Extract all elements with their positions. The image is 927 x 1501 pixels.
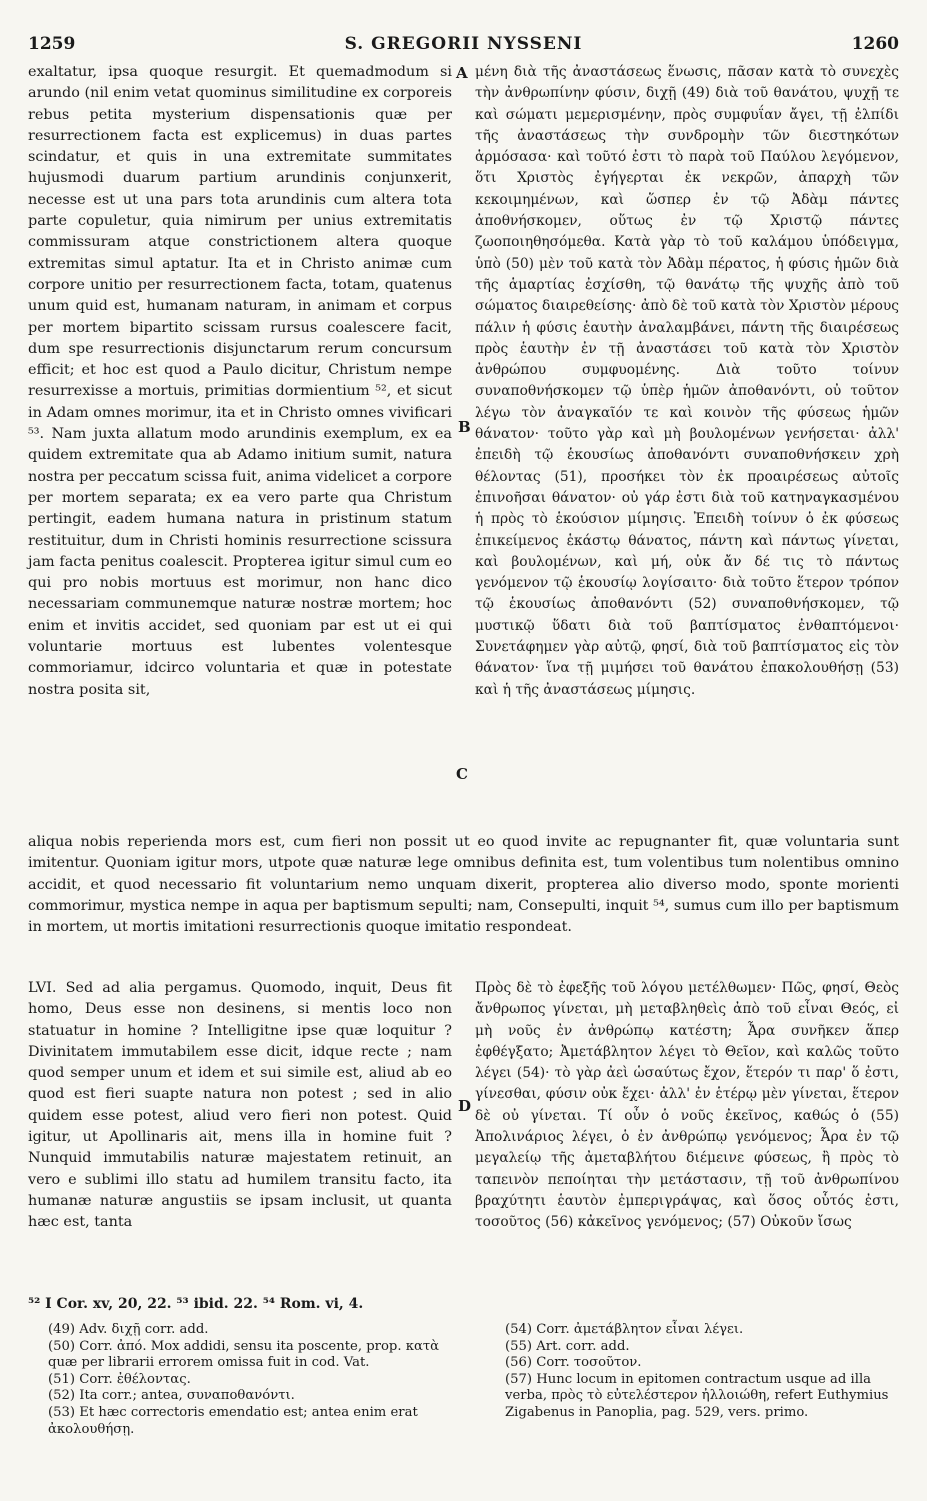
scripture-references: ⁵² I Cor. xv, 20, 22. ⁵³ ibid. 22. ⁵⁴ Rom. vi, 4. bbox=[28, 1296, 364, 1312]
footnotes-right bbox=[505, 1322, 899, 1422]
footnote: (55) Art. corr. add. bbox=[505, 1338, 630, 1354]
section-marker-a: A bbox=[456, 64, 468, 82]
section-marker-b: B bbox=[458, 418, 471, 436]
running-title: S. GREGORII NYSSENI bbox=[344, 34, 583, 54]
footnote: (49) Adv. διχῇ corr. add. bbox=[48, 1322, 209, 1337]
greek-column-top bbox=[475, 62, 899, 701]
footnote: (53) Et hæc correctoris emendatio est; antea enim erat ἀκολουθήσῃ. bbox=[48, 1404, 418, 1437]
page-number-right: 1260 bbox=[851, 34, 899, 54]
latin-full-width bbox=[28, 832, 899, 938]
footnote: (51) Corr. ἐθέλοντας. bbox=[48, 1371, 191, 1387]
greek-text-bottom: Πρὸς δὲ τὸ ἐφεξῆς τοῦ λόγου μετέλθωμεν· Πῶς, φησί, Θεὸς ἄνθρωπος γίνεται, μὴ μεταβληθεὶς ἀπὸ τοῦ εἶναι Θεός, εἰ μὴ νοῦς ἐν ἀνθρώπῳ κατέστη; Ἆρα συνῆκεν ἅπερ ἐφθέγξατο; Ἀμετάβλητον λέγει τὸ Θεῖον, καὶ καλῶς τοῦτο λέγει (54)· τὸ γὰρ ἀεὶ ὡσαύτως ἔχον, ἕτερόν τι παρ' ὅ ἐστι, γίνεσθαι, φύσιν οὐκ ἔχει· ἀλλ' ἐν ἑτέρῳ μὲν γίνεται, ἕτερον δὲ οὐ γίνεται. Τί οὖν ὁ νοῦς ἐκεῖνος, καθώς ὁ (55) Ἀπολινάριος λέγει, ὁ ἐν ἀνθρώπῳ γενόμενος; Ἆρα ἐν τῷ μεγαλείῳ τῆς ἀμεταβλήτου διέμεινε φύσεως, ἢ πρὸς τὸ ταπεινὸν πεποίηται τὴν μετάστασιν, τῇ τοῦ ἀνθρωπίνου βραχύτητι ἑαυτὸν ἐμπεριγράψας, καὶ ὅσος οὗτός ἐστι, τοσοῦτος (56) κἀκεῖνος γενόμενος; (57) Οὐκοῦν ἴσως bbox=[475, 980, 899, 1231]
footnotes-left bbox=[48, 1322, 456, 1438]
latin-column-bottom bbox=[28, 978, 452, 1234]
page-number-left: 1259 bbox=[28, 34, 76, 54]
latin-text-full: aliqua nobis reperienda mors est, cum fieri non possit ut eo quod invite ac repugnanter fit, quæ voluntaria sunt imitentur. Quoniam igitur mors, utpote quæ naturæ lege omnibus definita est, tum volentibus tum nolentibus omnino accidit, et quod necessario fit voluntarium nemo unquam dixerit, propterea alio diverso modo, sponte morienti commorimur, mystica nempe in aqua per baptismum sepulti; nam, Consepulti, inquit ⁵⁴, sumus cum illo per baptismum in mortem, ut mortis imitationi resurrectionis quoque imitatio respondeat. bbox=[28, 834, 899, 936]
page-header bbox=[28, 34, 899, 60]
footnote: (56) Corr. τοσοῦτον. bbox=[505, 1355, 642, 1371]
footnote: (57) Hunc locum in epitomen contractum usque ad illa verba, πρὸς τὸ εὐτελέστερον ἠλλοιώθη, refert Euthymius Zigabenus in Panoplia, pag. 529, vers. primo. bbox=[505, 1371, 889, 1420]
latin-column-top bbox=[28, 62, 452, 701]
greek-text-top: μένη διὰ τῆς ἀναστάσεως ἕνωσις, πᾶσαν κατὰ τὸ συνεχὲς τὴν ἀνθρωπίνην φύσιν, διχῇ (49) διὰ τοῦ θανάτου, ψυχῇ τε καὶ σώματι μεμερισμένην, πρὸς συμφυΐαν ἄγει, τῇ ἐλπίδι τῆς ἀναστάσεως τὴν συνδρομὴν τῶν διεστηκότων ἁρμόσασα· καὶ τοῦτό ἐστι τὸ παρὰ τοῦ Παύλου λεγόμενον, ὅτι Χριστὸς ἐγήγερται ἐκ νεκρῶν, ἀπαρχὴ τῶν κεκοιμημένων, καὶ ὥσπερ ἐν τῷ Ἀδὰμ πάντες ἀποθνήσκομεν, οὕτως ἐν τῷ Χριστῷ πάντες ζωοποιηθησόμεθα. Κατὰ γὰρ τὸ τοῦ καλάμου ὑπόδειγμα, ὑπὸ (50) μὲν τοῦ κατὰ τὸν Ἀδὰμ πέρατος, ἡ φύσις ἡμῶν διὰ τῆς ἁμαρτίας ἐσχίσθη, τῷ θανάτῳ τῆς ψυχῆς ἀπὸ τοῦ σώματος διαιρεθείσης· ἀπὸ δὲ τοῦ κατὰ τὸν Χριστὸν μέρους πάλιν ἡ φύσις ἑαυτὴν ἀναλαμβάνει, πάντη τῆς διαιρέσεως πρὸς ἑαυτὴν ἐν τῇ ἀναστάσει τοῦ κατὰ τὸν Χριστὸν ἀνθρώπου συμφυομένης. Διὰ τοῦτο τοίνυν συναποθνήσκομεν τῷ ὑπὲρ ἡμῶν ἀποθανόντι, οὐ τοῦτον λέγω τὸν ἀναγκαῖόν τε καὶ κοινὸν τῆς φύσεως ἡμῶν θάνατον· τοῦτο γὰρ καὶ μὴ βουλομένων γενήσεται· ἀλλ' ἐπειδὴ τῷ ἑκουσίως ἀποθανόντι συναποθνήσκειν χρὴ θέλοντας (51), προσήκει τὸν ἐκ προαιρέσεως αὐτοῖς ἐπινοῆσαι θάνατον· οὐ γάρ ἐστι διὰ τοῦ κατηναγκασμένου ἡ πρὸς τὸ ἑκούσιον μίμησις. Ἐπειδὴ τοίνυν ὁ ἐκ φύσεως ἐπικείμενος ἑκάστῳ θάνατος, πάντη καὶ πάντως γίνεται, καὶ βουλομένων, καὶ μή, οὐκ ἄν δέ τις τὸ πάντως γενόμενον τῷ ἑκουσίῳ λογίσαιτο· διὰ τοῦτο ἕτερον τρόπον τῷ ἑκουσίως ἀποθανόντι (52) συναποθνήσκομεν, τῷ μυστικῷ ὕδατι διὰ τοῦ βαπτίσματος ἐνθαπτόμενοι· Συνετάφημεν γὰρ αὐτῷ, φησί, διὰ τοῦ βαπτίσματος εἰς τὸν θάνατον· ἵνα τῇ μιμήσει τοῦ θανάτου ἐπακολουθήσῃ (53) καὶ ἡ τῆς ἀναστάσεως μίμησις. bbox=[475, 64, 899, 698]
footnote: (52) Ita corr.; antea, συναποθανόντι. bbox=[48, 1388, 295, 1404]
section-marker-d: D bbox=[458, 1097, 472, 1115]
latin-text-bottom: LVI. Sed ad alia pergamus. Quomodo, inquit, Deus fit homo, Deus esse non desinens, si mentis loco non statuatur in homine ? Intelligitne ipse quæ loquitur ? Divinitatem immutabilem esse dicit, idque recte ; nam quod semper unum et idem et sui simile est, aliud ab eo quod est fieri suapte natura non potest ; sed in alio quidem esse potest, aliud vero fieri non potest. Quid igitur, ut Apollinaris ait, mens illa in homine fuit ? Nunquid immutabilis naturæ majestatem retinuit, an vero e sublimi illo statu ad humilem transitu facto, ita humanæ naturæ angustiis se ipsam inclusit, ut quanta hæc est, tanta bbox=[28, 980, 452, 1231]
footnote: (54) Corr. ἀμετάβλητον εἶναι λέγει. bbox=[505, 1322, 744, 1337]
greek-column-bottom bbox=[475, 978, 899, 1234]
footnote: (50) Corr. ἀπό. Mox addidi, sensu ita poscente, prop. κατὰ quæ per librarii errorem omissa fuit in cod. Vat. bbox=[48, 1338, 440, 1371]
latin-text-top: exaltatur, ipsa quoque resurgit. Et quemadmodum si arundo (nil enim vetat quominus similitudine ex corporeis rebus petita mysterium dispensationis quæ per resurrectionem facta est explicemus) in duas partes scindatur, et quis in una extremitate summitates hujusmodi duarum partium arundinis conjunxerit, necesse est ut una pars tota arundinis cum altera tota parte copuletur, quia nimirum per unius extremitatis commissuram atque constrictionem altera quoque extremitas simul aptatur. Ita et in Christo animæ cum corpore unitio per resurrectionem facta, totam, quatenus unum quid est, humanam naturam, in animam et corpus per mortem bipartito scissam rursus coalescere facit, dum spe resurrectionis disjunctarum rerum concursum efficit; et hoc est quod a Paulo dicitur, Christum nempe resurrexisse a mortuis, primitias dormientium ⁵², et sicut in Adam omnes morimur, ita et in Christo omnes vivificari ⁵³. Nam juxta allatum modo arundinis exemplum, ex ea quidem extremitate qua ab Adamo initium sumit, natura nostra per peccatum scissa fuit, anima videlicet a corpore per mortem separata; ex ea vero parte qua Christum pertingit, eadem humana natura in pristinum statum restituitur, dum in Christi hominis resurrectione scissura jam facta penitus coalescit. Propterea igitur simul cum eo qui pro nobis mortuus est morimur, non hanc dico necessariam communemque naturæ nostræ mortem; hoc enim et invitis accidet, sed quoniam par est ut ei qui voluntarie mortuus est lubentes volentesque commoriamur, idcirco voluntaria et quæ in potestate nostra posita sit, bbox=[28, 64, 452, 698]
section-marker-c: C bbox=[456, 765, 468, 783]
